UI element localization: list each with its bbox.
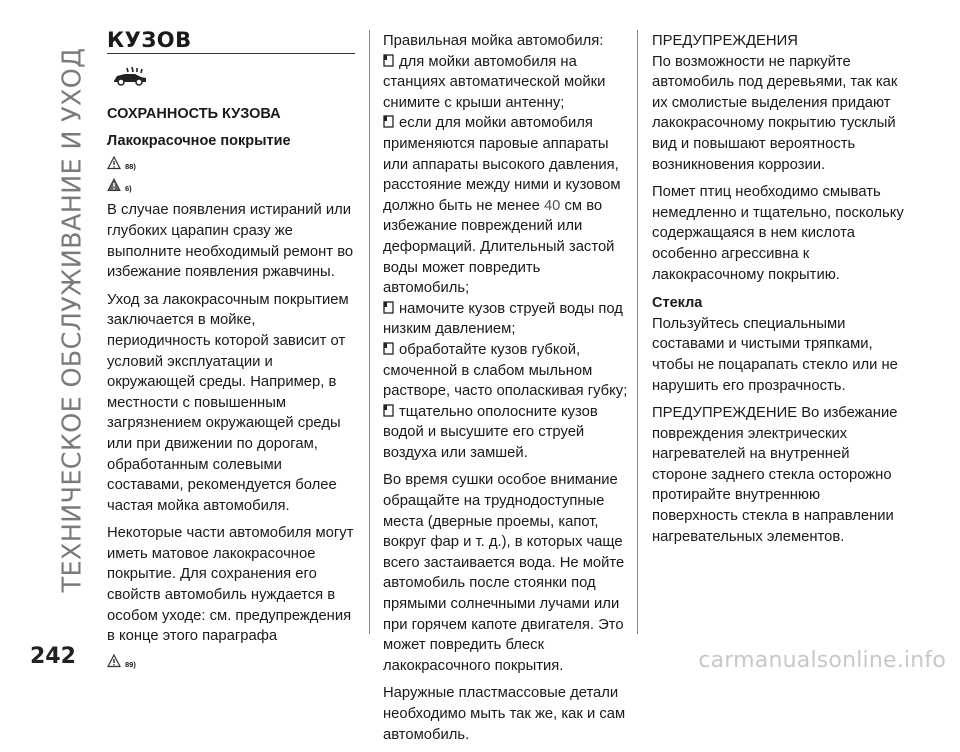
checkbox-bullet-icon — [383, 404, 394, 417]
heading-body-care: СОХРАННОСТЬ КУЗОВА — [107, 106, 281, 123]
title-rule — [107, 53, 355, 54]
ref-warning-88: 88) — [107, 156, 357, 176]
checkbox-bullet-icon — [383, 54, 394, 67]
checkbox-bullet-icon — [383, 301, 394, 314]
checkbox-bullet-icon — [383, 115, 394, 128]
bullet-sponge: обработайте кузов губкой, смоченной в слабом мыльном растворе, часто ополаскивая губку; — [383, 341, 628, 400]
ref-note-6: 6) — [107, 178, 357, 198]
checkbox-bullet-icon — [383, 342, 394, 355]
paragraph-matte-paint: Некоторые части автомобиля могут иметь матовое лакокрасочное покрытие. Для сохранения его свойств автомобиль нуждается в особом уходе: см. предупреждения в конце этого параграфа — [107, 525, 354, 645]
bullet-wet: намочите кузов струей воды под низким давлением; — [383, 300, 623, 338]
paragraph-birds: Помет птиц необходимо смывать немедленно и тщательно, поскольку содержащаяся в нем кислота особенно агрессивна к лакокрасочному покрытию. — [652, 184, 904, 283]
page-number: 242 — [30, 644, 76, 669]
paragraph-drying: Во время сушки особое внимание обращайте на труднодоступные места (дверные проемы, капот, вокруг фар и т. д.), в которых чаще всего застаивается вода. Не мойте автомобиль после стоянки под прямыми солнечными лучами или при горячем капоте двигателя. Это может повредить блеск лакокрасочного покрытия. — [383, 472, 625, 674]
bullet-pressure: если для мойки автомобиля применяются паровые аппараты или аппараты высокого давления, расстояние между ними и кузовом должно быть не менее 40 см во избежание повреждений или деформаций. Длительный застой воды может повредить автомобиль; — [383, 115, 621, 297]
paragraph-plastic: Наружные пластмассовые детали необходимо мыть так же, как и сам автомобиль. — [383, 685, 626, 743]
warning-triangle-icon — [107, 654, 121, 668]
heading-paint: Лакокрасочное покрытие — [107, 132, 291, 149]
column-3 — [652, 31, 907, 554]
side-chapter-title: ТЕХНИЧЕСКОЕ ОБСЛУЖИВАНИЕ И УХОД — [57, 47, 87, 593]
heading-glass: Стекла — [652, 295, 703, 312]
bullet-rinse: тщательно ополосните кузов водой и высушите его струей воздуха или замшей. — [383, 403, 598, 461]
column-1 — [107, 30, 357, 676]
hand-info-icon — [107, 178, 121, 192]
paragraph-glass: Пользуйтесь специальными составами и чистыми тряпками, чтобы не поцарапать стекло или не нарушить его прозрачность. — [652, 315, 898, 394]
section-title: КУЗОВ — [107, 28, 192, 52]
bullet-antenna: для мойки автомобиля на станциях автоматической мойки снимите с крыши антенну; — [383, 53, 606, 111]
warning-triangle-icon — [107, 156, 121, 170]
car-wash-icon — [111, 66, 149, 93]
paragraph-scratches: В случае появления истираний или глубоких царапин сразу же выполните необходимый ремонт во избежание появления ржавчины. — [107, 202, 354, 281]
wash-intro: Правильная мойка автомобиля: — [383, 33, 604, 49]
column-divider-2 — [637, 30, 638, 634]
paragraph-trees: По возможности не паркуйте автомобиль под деревьями, так как их смолистые выделения придают лакокрасочному покрытию тусклый вид и повышают вероятность возникновения коррозии. — [652, 53, 898, 173]
column-2 — [383, 31, 630, 752]
warnings-heading: ПРЕДУПРЕЖДЕНИЯ — [652, 33, 798, 49]
column-divider-1 — [369, 30, 370, 634]
watermark: carmanualsonline.info — [698, 648, 946, 673]
paragraph-rear-window: ПРЕДУПРЕЖДЕНИЕ Во избежание повреждения электрических нагревателей на внутренней стороне заднего стекла осторожно протирайте внутреннюю поверхность стекла в направлении нагревательных элементов. — [652, 405, 898, 545]
paragraph-paint-care: Уход за лакокрасочным покрытием заключается в мойке, периодичность которой зависит от условий эксплуатации и окружающей среды. Например, в местности с повышенным загрязнением окружающей среды или при движении по дорогам, обработанным солевыми составами, рекомендуется более частая мойка автомобиля. — [107, 291, 349, 514]
ref-warning-89: 89) — [107, 654, 357, 674]
